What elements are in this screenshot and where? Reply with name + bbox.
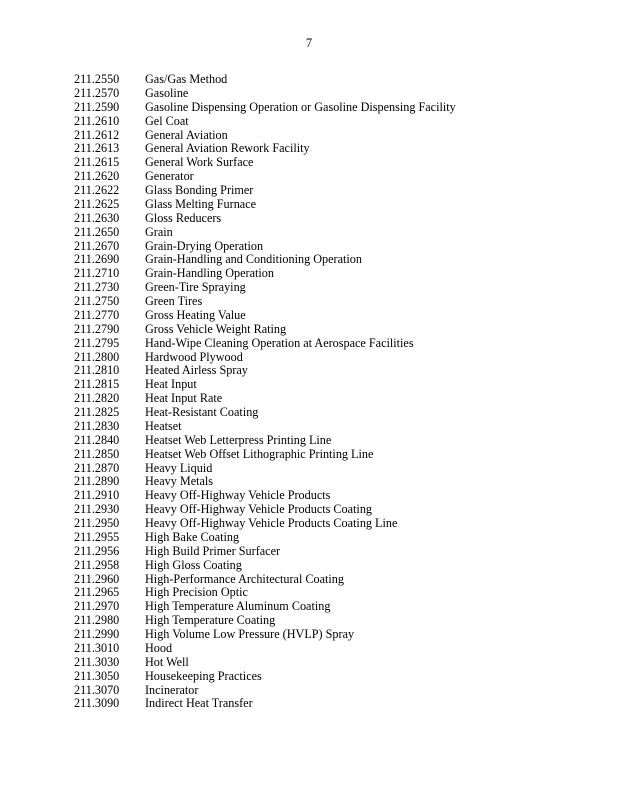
defined-term: Incinerator: [145, 682, 199, 697]
section-number: 211.2955: [74, 529, 120, 544]
definition-entry: [74, 559, 456, 573]
defined-term: Gas/Gas Method: [145, 72, 228, 86]
defined-term: Heated Airless Spray: [145, 363, 248, 378]
defined-term: Gel Coat: [145, 113, 189, 128]
section-number: 211.2613: [74, 141, 120, 156]
section-number: 211.2612: [74, 127, 120, 142]
defined-term: High Build Primer Surfacer: [145, 543, 281, 558]
defined-term: Hot Well: [145, 654, 189, 669]
definition-entry: [74, 115, 456, 129]
defined-term: Gross Heating Value: [145, 307, 246, 322]
section-number: 211.2815: [74, 377, 120, 392]
defined-term: High Precision Optic: [145, 585, 248, 600]
section-number: 211.2622: [74, 183, 120, 197]
section-number: 211.3050: [74, 668, 120, 683]
section-number: 211.2850: [74, 446, 120, 461]
definition-entry: [74, 198, 456, 212]
definition-entry: [74, 642, 456, 656]
definition-entry: [74, 531, 456, 545]
definition-entry: [74, 295, 456, 309]
definition-entry: [74, 489, 456, 503]
definition-entry: [74, 87, 456, 101]
definition-entry: [74, 420, 456, 434]
section-number: 211.2990: [74, 627, 120, 641]
defined-term: Grain-Drying Operation: [145, 238, 264, 253]
section-number: 211.3070: [74, 682, 120, 697]
section-number: 211.2550: [74, 72, 120, 86]
definition-entry: [74, 212, 456, 226]
section-number: 211.2625: [74, 196, 120, 211]
section-number: 211.2570: [74, 85, 120, 100]
section-number: 211.2890: [74, 474, 120, 489]
definition-entry: [74, 684, 456, 698]
section-number: 211.2790: [74, 321, 120, 336]
section-number: 211.2590: [74, 99, 120, 114]
defined-term: Gloss Reducers: [145, 210, 222, 225]
defined-term: Gasoline Dispensing Operation or Gasoline Dispensing Facility: [145, 99, 456, 114]
definition-entry: [74, 503, 456, 517]
defined-term: Glass Melting Furnace: [145, 196, 257, 211]
section-number: 211.2970: [74, 599, 120, 614]
definition-entry: [74, 406, 456, 420]
defined-term: Heavy Off-Highway Vehicle Products Coating: [145, 502, 373, 517]
definition-entry: [74, 170, 456, 184]
section-number: 211.2750: [74, 294, 120, 308]
defined-term: High-Performance Architectural Coating: [145, 571, 344, 586]
defined-term: High Volume Low Pressure (HVLP) Spray: [145, 627, 355, 641]
defined-term: General Aviation Rework Facility: [145, 141, 310, 156]
defined-term: Glass Bonding Primer: [145, 183, 254, 197]
defined-term: Heavy Off-Highway Vehicle Products: [145, 488, 331, 503]
section-number: 211.2810: [74, 363, 120, 378]
definition-entry: [74, 142, 456, 156]
defined-term: Heat-Resistant Coating: [145, 405, 259, 419]
definition-list: [74, 73, 456, 711]
defined-term: Gasoline: [145, 85, 189, 100]
defined-term: Grain-Handling and Conditioning Operation: [145, 252, 362, 267]
defined-term: High Bake Coating: [145, 529, 240, 544]
defined-term: Generator: [145, 169, 194, 184]
section-number: 211.2965: [74, 585, 120, 600]
section-number: 211.2870: [74, 460, 120, 475]
definition-entry: [74, 323, 456, 337]
definition-entry: [74, 267, 456, 281]
section-number: 211.2630: [74, 210, 120, 225]
defined-term: High Temperature Coating: [145, 613, 276, 628]
definition-entry: [74, 392, 456, 406]
defined-term: General Work Surface: [145, 155, 254, 170]
defined-term: Heatset Web Offset Lithographic Printing Line: [145, 446, 374, 461]
section-number: 211.2615: [74, 155, 120, 170]
definition-entry: [74, 600, 456, 614]
section-number: 211.2670: [74, 238, 120, 253]
definition-entry: [74, 129, 456, 143]
section-number: 211.2800: [74, 349, 120, 364]
definition-entry: [74, 364, 456, 378]
defined-term: Heatset Web Letterpress Printing Line: [145, 432, 332, 447]
section-number: 211.2770: [74, 307, 120, 322]
defined-term: Heavy Metals: [145, 474, 214, 489]
defined-term: Hood: [145, 640, 173, 655]
section-number: 211.2820: [74, 391, 120, 406]
defined-term: Hardwood Plywood: [145, 349, 243, 364]
defined-term: Housekeeping Practices: [145, 668, 262, 683]
defined-term: High Temperature Aluminum Coating: [145, 599, 331, 614]
definition-entry: [74, 628, 456, 642]
defined-term: Indirect Heat Transfer: [145, 696, 253, 711]
page-number: 7: [305, 36, 313, 50]
section-number: 211.2830: [74, 418, 120, 433]
section-number: 211.3010: [74, 640, 120, 655]
defined-term: Gross Vehicle Weight Rating: [145, 321, 287, 336]
section-number: 211.2795: [74, 335, 120, 350]
definition-entry: [74, 545, 456, 559]
defined-term: Heat Input: [145, 377, 197, 392]
definition-entry: [74, 448, 456, 462]
defined-term: Green Tires: [145, 294, 203, 308]
definition-entry: [74, 517, 456, 531]
section-number: 211.2610: [74, 113, 120, 128]
section-number: 211.2825: [74, 405, 120, 419]
definition-entry: [74, 101, 456, 115]
defined-term: Heavy Off-Highway Vehicle Products Coating Line: [145, 516, 398, 530]
defined-term: Heatset: [145, 418, 182, 433]
definition-entry: [74, 378, 456, 392]
section-number: 211.3090: [74, 696, 120, 711]
section-number: 211.2930: [74, 502, 120, 517]
definition-entry: [74, 184, 456, 198]
defined-term: High Gloss Coating: [145, 557, 242, 572]
section-number: 211.2950: [74, 516, 120, 530]
definition-entry: [74, 73, 456, 87]
definition-entry: [74, 351, 456, 365]
definition-entry: [74, 697, 456, 711]
definition-entry: [74, 309, 456, 323]
section-number: 211.2690: [74, 252, 120, 267]
definition-entry: [74, 656, 456, 670]
defined-term: Grain-Handling Operation: [145, 266, 274, 281]
definition-entry: [74, 281, 456, 295]
definition-entry: [74, 614, 456, 628]
defined-term: Green-Tire Spraying: [145, 280, 246, 295]
definition-entry: [74, 434, 456, 448]
section-number: 211.3030: [74, 654, 120, 669]
definition-entry: [74, 253, 456, 267]
section-number: 211.2958: [74, 557, 120, 572]
section-number: 211.2730: [74, 280, 120, 295]
defined-term: Grain: [145, 224, 173, 239]
definition-entry: [74, 226, 456, 240]
section-number: 211.2956: [74, 543, 120, 558]
definition-entry: [74, 475, 456, 489]
definition-entry: [74, 156, 456, 170]
section-number: 211.2650: [74, 224, 120, 239]
defined-term: Hand-Wipe Cleaning Operation at Aerospace Facilities: [145, 335, 414, 350]
defined-term: General Aviation: [145, 127, 228, 142]
defined-term: Heavy Liquid: [145, 460, 213, 475]
section-number: 211.2910: [74, 488, 120, 503]
definition-entry: [74, 573, 456, 587]
section-number: 211.2840: [74, 432, 120, 447]
definition-entry: [74, 586, 456, 600]
section-number: 211.2710: [74, 266, 120, 281]
section-number: 211.2980: [74, 613, 120, 628]
definition-entry: [74, 240, 456, 254]
defined-term: Heat Input Rate: [145, 391, 223, 406]
definition-entry: [74, 462, 456, 476]
section-number: 211.2620: [74, 169, 120, 184]
definition-entry: [74, 670, 456, 684]
section-number: 211.2960: [74, 571, 120, 586]
definition-entry: [74, 337, 456, 351]
